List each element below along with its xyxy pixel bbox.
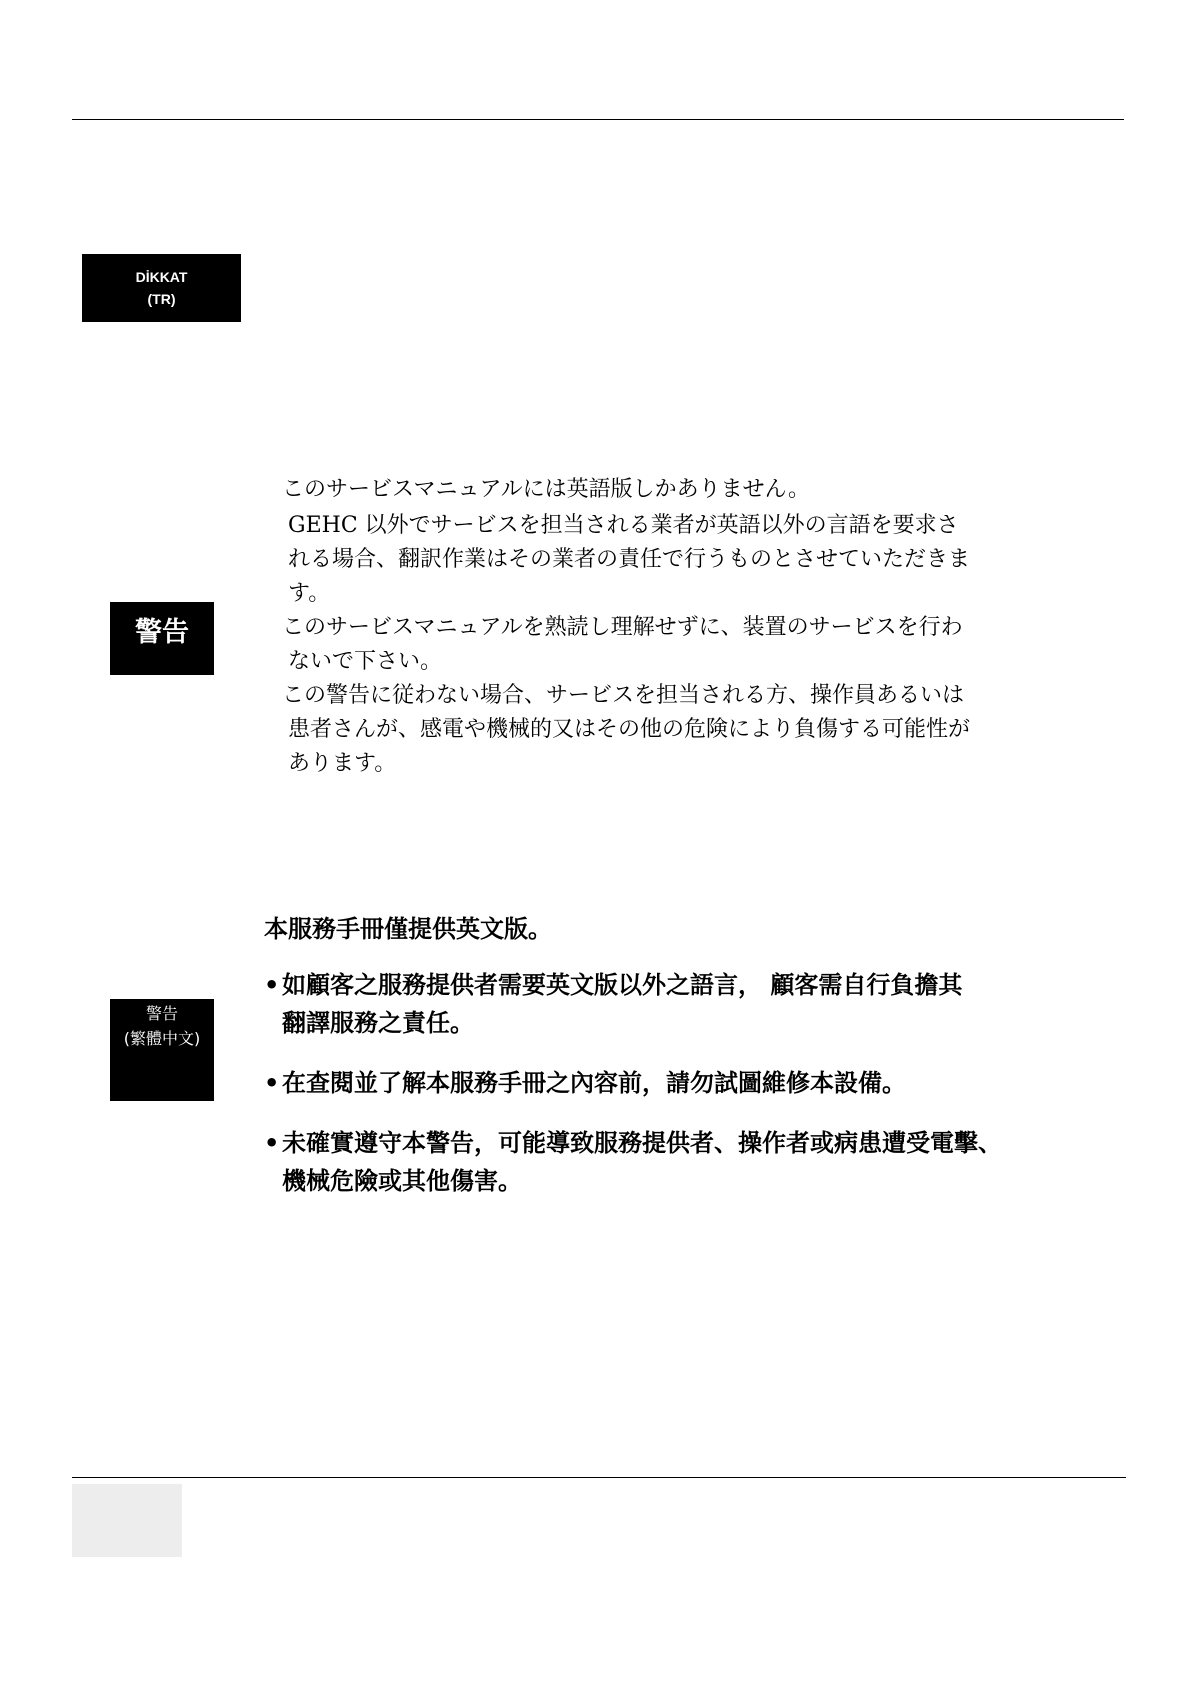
warning-label-zh-title: 警告 — [145, 1004, 178, 1023]
ja-line: す。 — [288, 581, 331, 606]
ja-line: あります。 — [288, 751, 397, 776]
zh-bullet-line: 在查閱並了解本服務手冊之內容前，請勿試圖維修本設備。 — [282, 1069, 906, 1097]
zh-bullet-line: 機械危險或其他傷害。 — [282, 1167, 522, 1195]
bullet-icon: • — [264, 971, 280, 999]
caution-label-lang: (TR) — [147, 291, 176, 307]
zh-bullet — [264, 1124, 1104, 1200]
zh-bullet — [264, 1064, 1104, 1102]
ja-line: このサービスマニュアルを熟読し理解せずに、装置のサービスを行わ — [282, 615, 963, 640]
page-number-box — [72, 1484, 182, 1557]
footer-rule — [72, 1477, 1126, 1478]
zh-bullet-line: 翻譯服務之責任。 — [282, 1009, 474, 1037]
warning-text-ja — [282, 473, 1094, 781]
ja-line: ないで下さい。 — [288, 649, 443, 674]
warning-label-ja — [110, 602, 214, 675]
caution-label-title: DİKKAT — [135, 269, 188, 285]
zh-bullet-line: 未確實遵守本警告，可能導致服務提供者、操作者或病患遭受電擊、 — [282, 1129, 1002, 1157]
ja-line: このサービスマニュアルには英語版しかありません。 — [282, 477, 811, 502]
warning-label-ja-text: 警告 — [135, 617, 189, 648]
zh-lead: 本服務手冊僅提供英文版。 — [264, 915, 552, 943]
warning-label-zh-lang: (繁體中文) — [123, 1029, 201, 1048]
warning-label-zh — [110, 999, 214, 1101]
ja-line: この警告に従わない場合、サービスを担当される方、操作員あるいは — [282, 683, 965, 708]
ja-line: GEHC 以外でサービスを担当される業者が英語以外の言語を要求さ — [288, 513, 959, 538]
warning-text-zh — [264, 910, 1104, 1222]
header-rule — [72, 119, 1124, 120]
bullet-icon: • — [264, 1069, 280, 1097]
zh-bullet — [264, 966, 1104, 1042]
ja-line: 患者さんが、感電や機械的又はその他の危険により負傷する可能性が — [288, 717, 971, 742]
caution-label-tr — [82, 254, 241, 322]
zh-bullet-line: 如顧客之服務提供者需要英文版以外之語言， 顧客需自行負擔其 — [282, 971, 963, 999]
ja-line: れる場合、翻訳作業はその業者の責任で行うものとさせていただきま — [288, 547, 971, 572]
bullet-icon: • — [264, 1129, 280, 1157]
